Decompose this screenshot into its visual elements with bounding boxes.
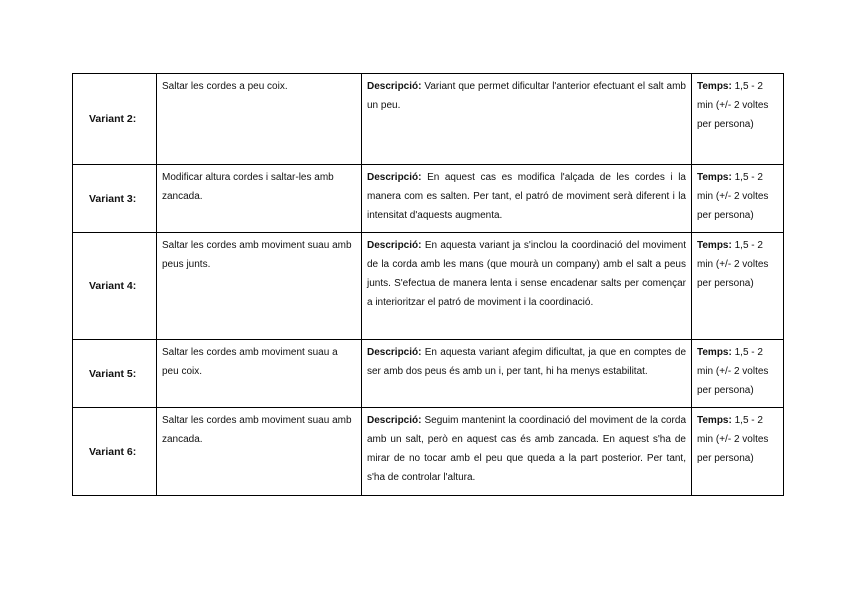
activity-cell: Saltar les cordes amb moviment suau amb peus junts. xyxy=(157,233,362,340)
time-cell xyxy=(692,233,784,340)
activity-cell: Modificar altura cordes i saltar-les amb zancada. xyxy=(157,165,362,233)
time-text: 1,5 - 2 min (+/- 2 voltes per persona) xyxy=(697,415,769,464)
description-label: Descripció: xyxy=(367,415,422,426)
description-label: Descripció: xyxy=(367,172,422,183)
table-row xyxy=(73,340,784,408)
time-label: Temps: xyxy=(697,415,732,426)
table-row xyxy=(73,74,784,165)
description-text: En aquesta variant afegim dificultat, ja que en comptes de ser amb dos peus és amb un i, per tant, hi ha menys estabilitat. xyxy=(367,347,687,377)
time-label: Temps: xyxy=(697,347,732,358)
description-text: En aquesta variant ja s'inclou la coordinació del moviment de la corda amb les mans (que mourà un company) amb el salt a peus junts. S'efectua de manera lenta i sense encadenar salts per començar a interioritzar el patró de moviment i la coordinació. xyxy=(367,240,687,308)
description-cell xyxy=(362,408,692,496)
table-row xyxy=(73,165,784,233)
variants-table xyxy=(72,73,784,496)
description-cell xyxy=(362,340,692,408)
time-text: 1,5 - 2 min (+/- 2 voltes per persona) xyxy=(697,347,769,396)
time-text: 1,5 - 2 min (+/- 2 voltes per persona) xyxy=(697,240,769,289)
time-label: Temps: xyxy=(697,81,732,92)
time-cell xyxy=(692,74,784,165)
time-cell xyxy=(692,165,784,233)
description-label: Descripció: xyxy=(367,240,422,251)
time-text: 1,5 - 2 min (+/- 2 voltes per persona) xyxy=(697,172,769,221)
time-label: Temps: xyxy=(697,240,732,251)
description-text: Seguim mantenint la coordinació del moviment de la corda amb un salt, però en aquest cas és amb zancada. En aquest s'ha de mirar de no tocar amb el peu que queda a la part posterior. Per tant, s'ha de controlar l'altura. xyxy=(367,415,687,483)
description-cell xyxy=(362,233,692,340)
variant-label: Variant 5: xyxy=(73,340,157,408)
variant-label: Variant 3: xyxy=(73,165,157,233)
description-text: En aquest cas es modifica l'alçada de les cordes i la manera com es salten. Per tant, el patró de moviment serà diferent i la intensitat d'aquests augmenta. xyxy=(367,172,686,221)
time-label: Temps: xyxy=(697,172,732,183)
description-label: Descripció: xyxy=(367,347,422,358)
variant-label: Variant 6: xyxy=(73,408,157,496)
table-row xyxy=(73,233,784,340)
variant-label: Variant 4: xyxy=(73,233,157,340)
description-cell xyxy=(362,165,692,233)
activity-cell: Saltar les cordes amb moviment suau a peu coix. xyxy=(157,340,362,408)
description-label: Descripció: xyxy=(367,81,422,92)
description-cell xyxy=(362,74,692,165)
description-text: Variant que permet dificultar l'anterior efectuant el salt amb un peu. xyxy=(367,81,686,111)
activity-cell: Saltar les cordes a peu coix. xyxy=(157,74,362,165)
time-cell xyxy=(692,408,784,496)
table-row xyxy=(73,408,784,496)
time-text: 1,5 - 2 min (+/- 2 voltes per persona) xyxy=(697,81,769,130)
time-cell xyxy=(692,340,784,408)
variant-label: Variant 2: xyxy=(73,74,157,165)
activity-cell: Saltar les cordes amb moviment suau amb zancada. xyxy=(157,408,362,496)
